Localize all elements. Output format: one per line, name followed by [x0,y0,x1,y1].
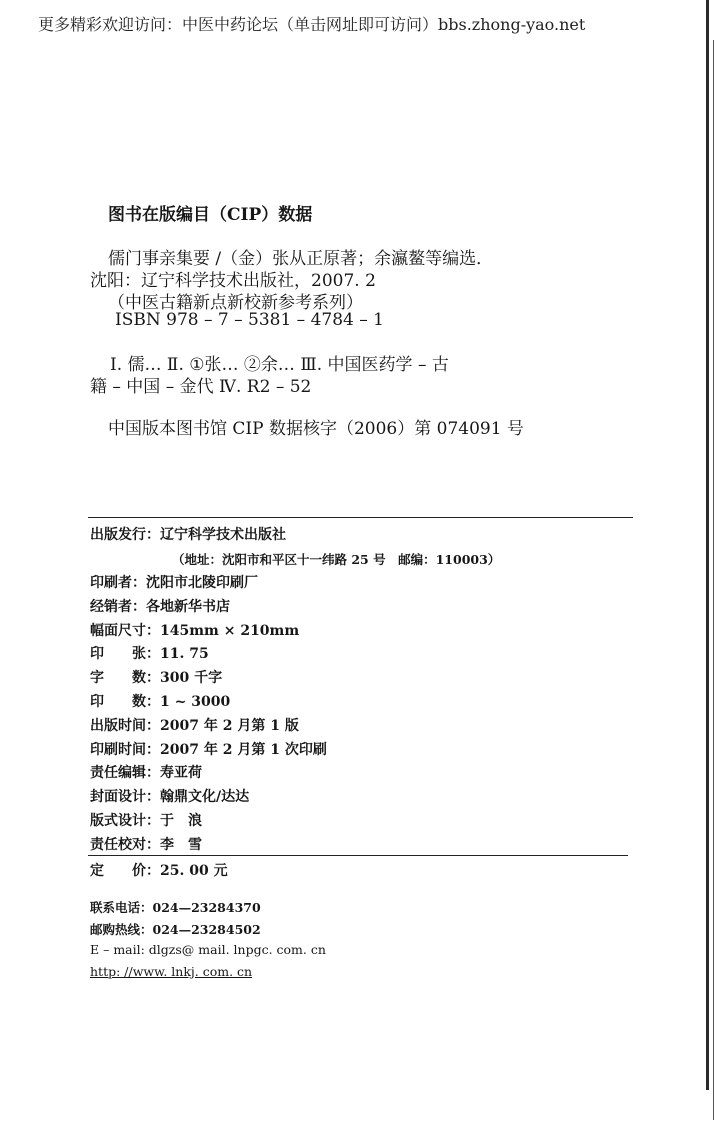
cip-classification-2: 籍 – 中国 – 金代 Ⅳ. R2 – 52 [90,377,312,397]
price-line: 定 价：25. 00 元 [90,863,228,879]
proofreader-line: 责任校对：李 雪 [90,837,202,853]
cover-design-line: 封面设计：翰鼎文化/达达 [90,789,250,805]
print-run-line: 印 数：1 ~ 3000 [90,694,231,710]
printer-line: 印刷者：沈阳市北陵印刷厂 [90,575,258,591]
layout-design-line: 版式设计：于 浪 [90,813,202,829]
cip-line-isbn: ISBN 978 – 7 – 5381 – 4784 – 1 [115,310,384,330]
publish-date-line: 出版时间：2007 年 2 月第 1 版 [90,718,299,734]
format-size-line: 幅面尺寸：145mm × 210mm [90,623,300,639]
cip-line-publisher: 沈阳：辽宁科学技术出版社，2007. 2 [90,271,376,291]
contact-website[interactable] [90,964,252,979]
cip-line-series: （中医古籍新点新校新参考系列） [108,293,363,313]
website-link[interactable]: http: //www. lnkj. com. cn [90,964,253,979]
sheets-line: 印 张：11. 75 [90,646,209,662]
print-date-line: 印刷时间：2007 年 2 月第 1 次印刷 [90,742,327,758]
contact-hotline: 邮购热线：024—23284502 [90,922,261,937]
divider-bottom [88,855,628,856]
publisher-address: （地址：沈阳市和平区十一纬路 25 号 邮编：110003） [172,552,501,567]
contact-phone: 联系电话：024—23284370 [90,900,261,915]
page-edge-shadow [713,40,714,1120]
cip-title: 图书在版编目（CIP）数据 [108,205,313,225]
cip-line-title: 儒门事亲集要 /（金）张从正原著；余瀛鳌等编选． [108,249,494,269]
cip-classification-1: Ⅰ. 儒… Ⅱ. ①张… ②余… Ⅲ. 中国医药学 – 古 [110,355,449,375]
contact-email: E – mail: dlgzs@ mail. lnpgc. com. cn [90,942,326,957]
cip-approval-number: 中国版本图书馆 CIP 数据核字（2006）第 074091 号 [108,419,524,439]
editor-line: 责任编辑：寿亚荷 [90,765,202,781]
page-edge [706,0,709,1090]
distributor-line: 经销者：各地新华书店 [90,599,230,615]
divider-top [88,517,633,518]
word-count-line: 字 数：300 千字 [90,670,223,686]
publisher-line: 出版发行：辽宁科学技术出版社 [90,527,286,543]
forum-banner: 更多精彩欢迎访问：中医中药论坛（单击网址即可访问）bbs.zhong-yao.net [38,15,586,34]
